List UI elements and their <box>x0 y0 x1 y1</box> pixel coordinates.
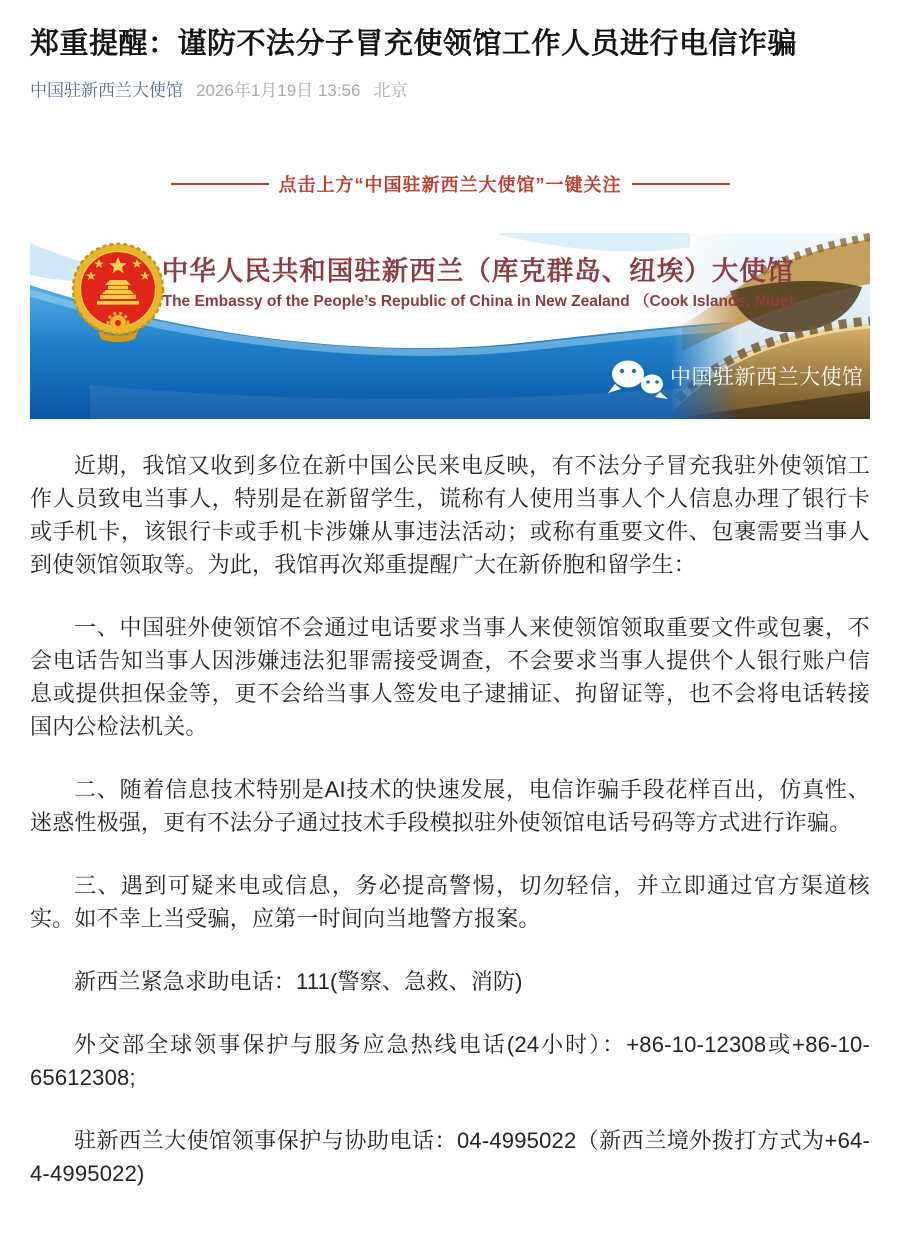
follow-banner[interactable] <box>30 171 870 197</box>
publish-date: 2026年1月19日 13:56 <box>196 80 361 100</box>
paragraph: 一、中国驻外使领馆不会通过电话要求当事人来使领馆领取重要文件或包裹，不会电话告知当事人因涉嫌违法犯罪需接受调查，不会要求当事人提供个人银行账户信息或提供担保金等，更不会给当事人签发电子逮捕证、拘留证等，也不会将电话转接国内公检法机关。 <box>30 614 870 739</box>
wechat-badge-label: 中国驻新西兰大使馆 <box>670 365 864 389</box>
publish-location: 北京 <box>373 80 408 100</box>
follow-line-right <box>632 183 730 185</box>
embassy-header-image <box>30 233 870 419</box>
article-title: 郑重提醒：谨防不法分子冒充使领馆工作人员进行电信诈骗 <box>30 28 798 60</box>
article-body <box>30 449 870 1190</box>
hero-title-en: The Embassy of the People’s Republic of China in New Zealand （Cook Islands, Niue) <box>162 292 794 310</box>
paragraph: 驻新西兰大使馆领事保护与协助电话：04-4995022（新西兰境外拨打方式为+64-4-4995022) <box>30 1127 870 1186</box>
paragraph: 二、随着信息技术特别是AI技术的快速发展，电信诈骗手段花样百出，仿真性、迷惑性极强，更有不法分子通过技术手段模拟驻外使领馆电话号码等方式进行诈骗。 <box>30 776 870 835</box>
paragraph: 三、遇到可疑来电或信息，务必提高警惕，切勿轻信，并立即通过官方渠道核实。如不幸上当受骗，应第一时间向当地警方报案。 <box>30 872 870 931</box>
byline <box>30 79 870 103</box>
hero-title-cn: 中华人民共和国驻新西兰（库克群岛、纽埃）大使馆 <box>161 255 795 286</box>
paragraph: 外交部全球领事保护与服务应急热线电话(24小时）：+86-10-12308或+86-10-65612308; <box>30 1031 870 1090</box>
paragraph: 近期，我馆又收到多位在新中国公民来电反映，有不法分子冒充我驻外使领馆工作人员致电当事人，特别是在新留学生，谎称有人使用当事人个人信息办理了银行卡或手机卡，该银行卡或手机卡涉嫌从事违法活动；或称有重要文件、包裹需要当事人到使领馆领取等。为此，我馆再次郑重提醒广大在新侨胞和留学生： <box>30 452 870 577</box>
follow-text: 点击上方“中国驻新西兰大使馆”一键关注 <box>278 174 622 195</box>
paragraph: 新西兰紧急求助电话：111(警察、急救、消防) <box>74 968 523 994</box>
follow-line-left <box>171 183 269 185</box>
account-link[interactable]: 中国驻新西兰大使馆 <box>30 80 183 100</box>
